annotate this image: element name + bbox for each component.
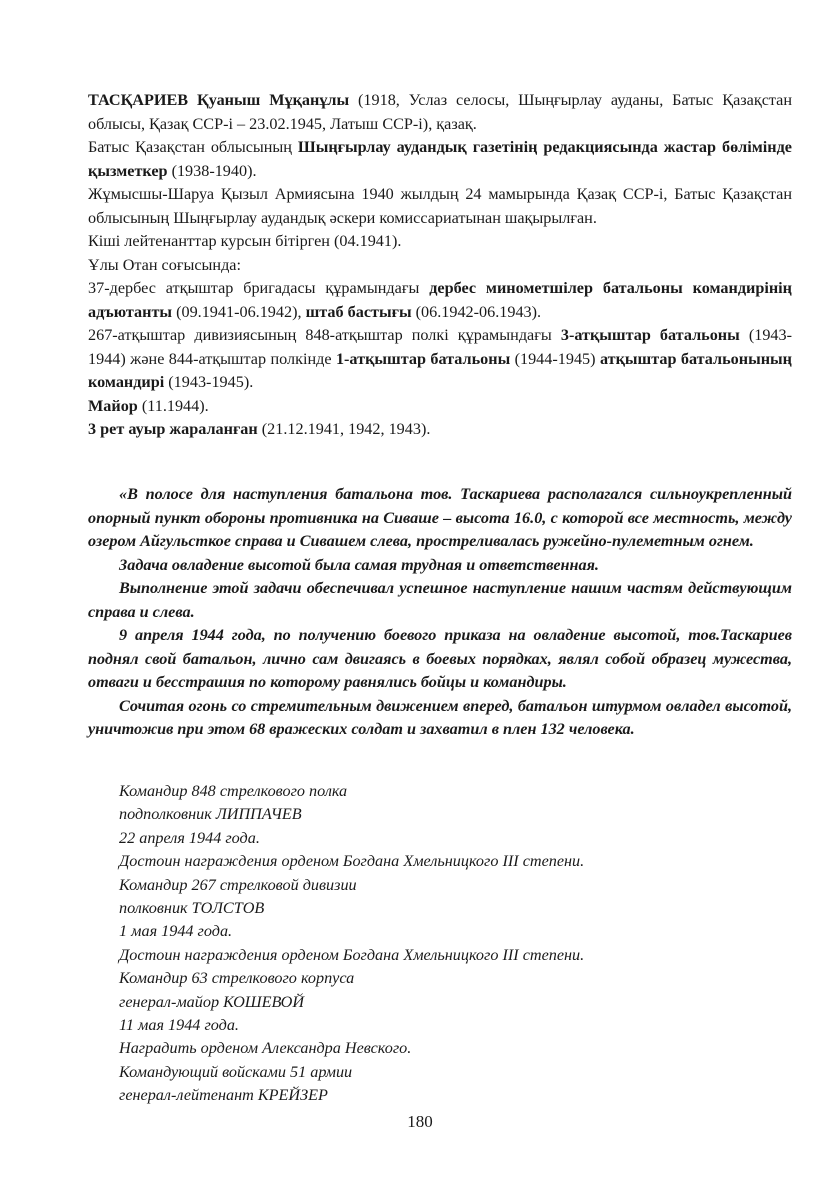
signature-line: Командир 267 стрелковой дивизии [119,875,357,894]
bio-paragraph-4: Кіші лейтенанттар курсын бітірген (04.1941). [88,232,402,250]
signature-line: генерал-майор КОШЕВОЙ [119,992,305,1011]
biography-section [88,89,792,442]
bio-paragraph-2: Батыс Қазақстан облысының Шыңғырлау аудандық газетінің редакциясында жастар бөлімінде қызметкер (1938-1940). [88,138,792,180]
signature-line: 1 мая 1944 года. [119,922,233,941]
bio-paragraph-1: ТАСҚАРИЕВ Қуаныш Мұқанұлы (1918, Услаз селосы, Шыңғырлау ауданы, Батыс Қазақстан облысы, Қазақ ССР-і – 23.02.1945, Латыш ССР-і), қазақ. [88,91,792,133]
signature-line: Наградить орденом Александра Невского. [119,1039,412,1058]
person-name: ТАСҚАРИЕВ Қуаныш Мұқанұлы [88,91,350,109]
signatures-block [119,780,719,1108]
quote-paragraph-2: Задача овладение высотой была самая трудная и ответственная. [119,555,599,574]
signature-line: Достоин награждения орденом Богдана Хмельницкого III степени. [119,945,585,964]
signature-line: Командующий войсками 51 армии [119,1062,353,1081]
bio-paragraph-6: 37-дербес атқыштар бригадасы құрамындағы дербес минометшілер батальоны командирінің адъютанты (09.1941-06.1942), штаб бастығы (06.1942-06.1943). [88,279,792,321]
signature-line: Командир 848 стрелкового полка [119,782,348,800]
signature-line: 11 мая 1944 года. [119,1016,239,1035]
signature-line: полковник ТОЛСТОВ [119,899,265,918]
signature-line: 22 апреля 1944 года. [119,828,260,847]
signature-line: Командир 63 стрелкового корпуса [119,969,355,988]
quote-paragraph-1: «В полосе для наступления батальона тов. Таскариева располагался сильноукрепленный опорный пункт обороны противника на Сиваше – высота 16.0, с которой все местность, между озером Айгульсткое справа и Сивашем слева, простреливалась ружейно-пулеметным огнем. [88,485,792,550]
signature-line: Достоин награждения орденом Богдана Хмельницкого III степени. [119,852,585,871]
bio-paragraph-5: Ұлы Отан соғысында: [88,255,241,274]
award-citation-quote [88,483,792,742]
quote-paragraph-5: Сочитая огонь со стремительным движением вперед, батальон штурмом овладел высотой, уничтожив при этом 68 вражеских солдат и захватил в плен 132 человека. [88,696,792,738]
signature-line: подполковник ЛИППАЧЕВ [119,805,302,824]
bio-paragraph-8: Майор (11.1944). [88,396,209,415]
page-number: 180 [407,1112,433,1131]
quote-paragraph-4: 9 апреля 1944 года, по получению боевого приказа на овладение высотой, тов.Таскариев поднял свой батальон, лично сам двигаясь в боевых порядках, являл собой образец мужества, отваги и бесстрашия по которому равнялись бойцы и командиры. [88,626,792,691]
quote-paragraph-3: Выполнение этой задачи обеспечивал успешное наступление нашим частям действующим справа и слева. [88,579,792,621]
bio-paragraph-7: 267-атқыштар дивизиясының 848-атқыштар полкі құрамындағы 3-атқыштар батальоны (1943-1944) және 844-атқыштар полкінде 1-атқыштар батальоны (1944-1945) атқыштар батальонының командирі (1943-1945). [88,326,792,391]
bio-paragraph-3: Жұмысшы-Шаруа Қызыл Армиясына 1940 жылдың 24 мамырында Қазақ ССР-і, Батыс Қазақстан облысының Шыңғырлау аудандық әскери комиссариатынан шақырылған. [88,185,792,227]
signature-line: генерал-лейтенант КРЕЙЗЕР [119,1086,328,1105]
bio-paragraph-9: 3 рет ауыр жараланған (21.12.1941, 1942, 1943). [88,420,431,438]
